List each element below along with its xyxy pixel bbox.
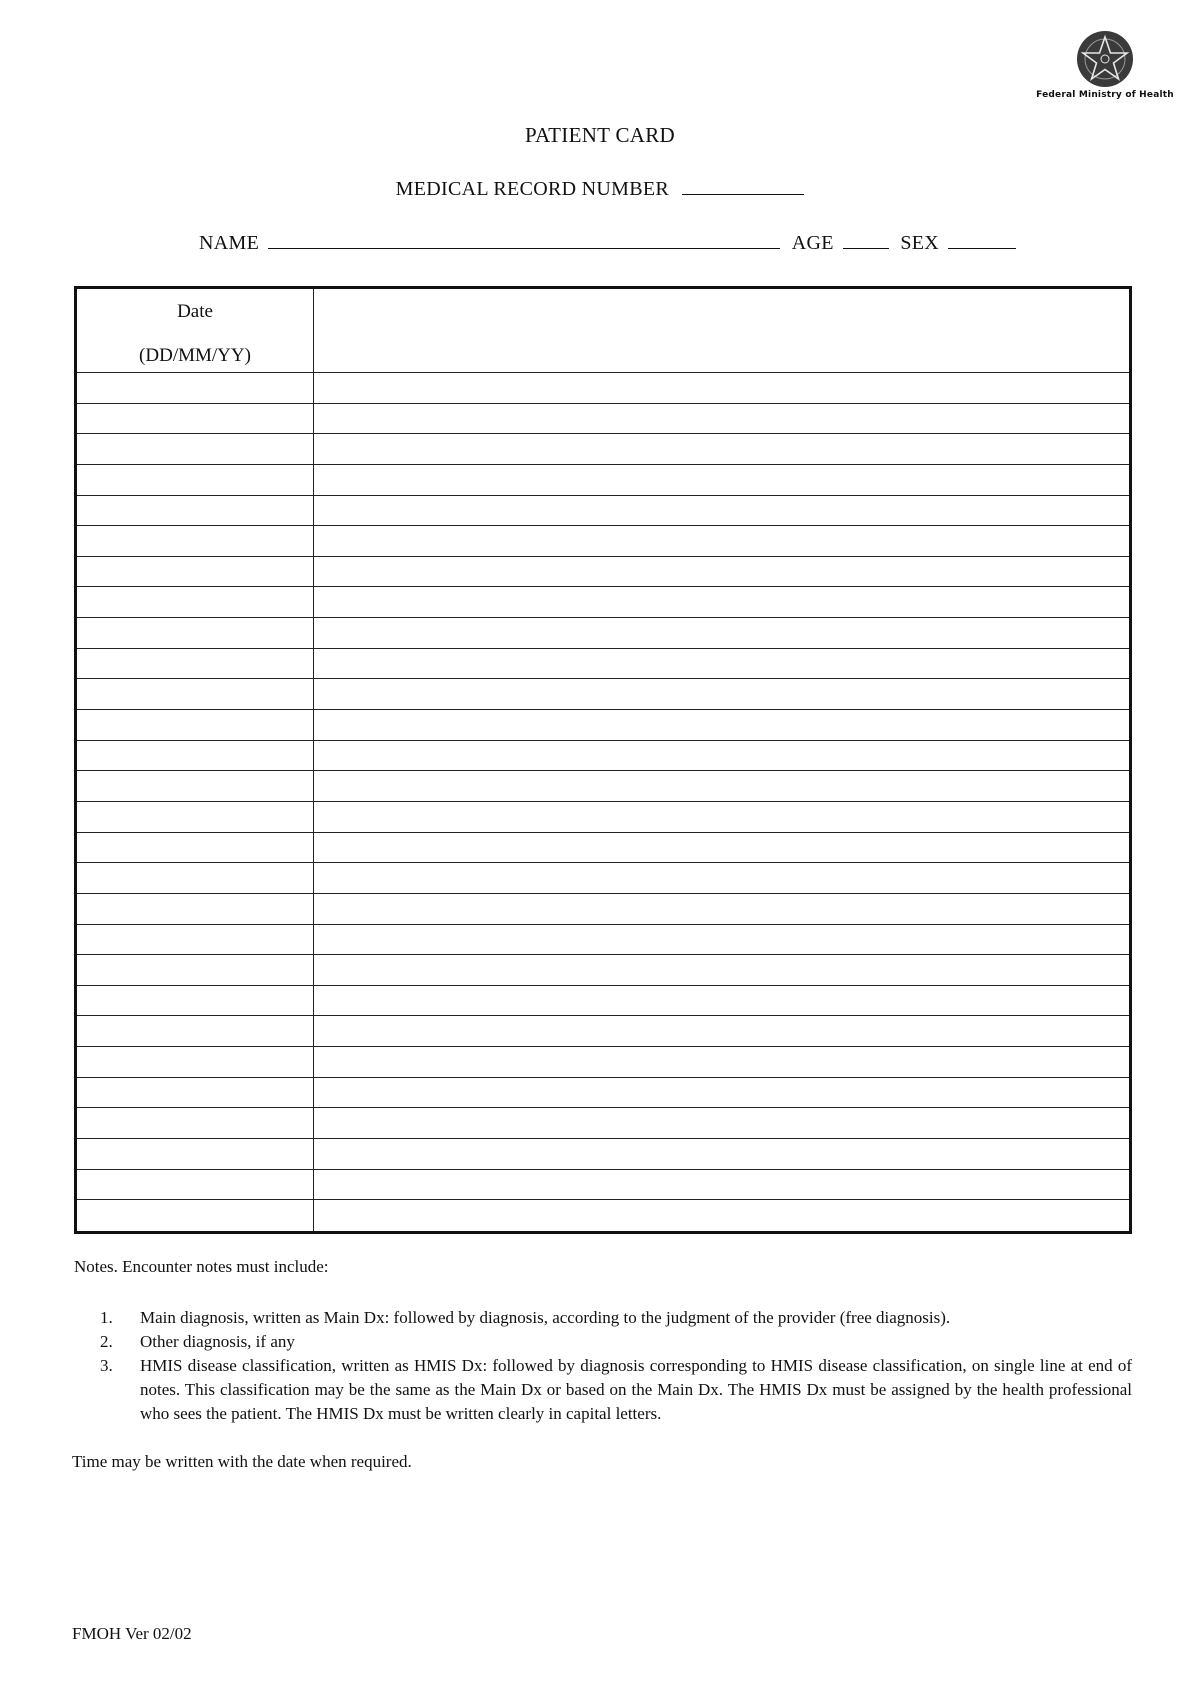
date-entry-cell[interactable]: [77, 496, 314, 527]
encounter-note-cell[interactable]: [314, 986, 1129, 1017]
date-entry-cell[interactable]: [77, 1108, 314, 1139]
encounter-note-cell[interactable]: [314, 526, 1129, 557]
note-text: Main diagnosis, written as Main Dx: followed by diagnosis, according to the judgment of the provider (free diagnosis).: [140, 1308, 951, 1327]
logo-caption: Federal Ministry of Health: [1036, 90, 1174, 100]
sex-field[interactable]: [948, 230, 1016, 249]
encounter-note-cell[interactable]: [314, 1047, 1129, 1078]
note-text: HMIS disease classification, written as HMIS Dx: followed by diagnosis corresponding to HMIS disease classification, on single line at end of notes. This classification may be the same as the Main Dx or based on the Main Dx. The HMIS Dx must be assigned by the health professional who sees the patient. The HMIS Dx must be written clearly in capital letters.: [140, 1356, 1132, 1423]
date-entry-cell[interactable]: [77, 741, 314, 772]
date-entry-cell[interactable]: [77, 894, 314, 925]
star-emblem-icon: [1076, 30, 1134, 88]
form-version: FMOH Ver 02/02: [72, 1624, 192, 1643]
note-item: [100, 1354, 1132, 1426]
mrn-field[interactable]: [682, 176, 804, 195]
date-entry-cell[interactable]: [77, 771, 314, 802]
date-entry-cell[interactable]: [77, 802, 314, 833]
date-header-line2: (DD/MM/YY): [139, 345, 251, 366]
note-text: Other diagnosis, if any: [140, 1332, 295, 1351]
encounter-note-cell[interactable]: [314, 404, 1129, 435]
date-header-line1: Date: [177, 301, 213, 322]
notes-list: [100, 1306, 1132, 1426]
date-entry-cell[interactable]: [77, 1170, 314, 1201]
date-entry-cell[interactable]: [77, 465, 314, 496]
date-entry-cell[interactable]: [77, 1200, 314, 1231]
date-entry-cell[interactable]: [77, 587, 314, 618]
encounter-note-cell[interactable]: [314, 649, 1129, 680]
encounter-note-cell[interactable]: [314, 741, 1129, 772]
date-entry-cell[interactable]: [77, 526, 314, 557]
encounter-note-cell[interactable]: [314, 434, 1129, 465]
encounter-note-cell[interactable]: [314, 1139, 1129, 1170]
date-entry-cell[interactable]: [77, 955, 314, 986]
encounter-note-cell[interactable]: [314, 833, 1129, 864]
date-entry-cell[interactable]: [77, 833, 314, 864]
encounter-note-cell[interactable]: [314, 465, 1129, 496]
date-entry-cell[interactable]: [77, 649, 314, 680]
date-entry-cell[interactable]: [77, 986, 314, 1017]
encounter-note-cell[interactable]: [314, 863, 1129, 894]
date-entry-cell[interactable]: [77, 863, 314, 894]
age-label: AGE: [791, 232, 834, 254]
name-field[interactable]: [268, 230, 780, 249]
encounter-note-cell[interactable]: [314, 1108, 1129, 1139]
encounter-note-cell[interactable]: [314, 1200, 1129, 1231]
page-title: PATIENT CARD: [524, 123, 676, 147]
date-entry-cell[interactable]: [77, 1078, 314, 1109]
medical-record-number-row: [0, 176, 1200, 201]
date-entry-cell[interactable]: [77, 679, 314, 710]
patient-info-row: [199, 230, 1016, 255]
encounter-note-cell[interactable]: [314, 1170, 1129, 1201]
note-item: [100, 1330, 1132, 1354]
encounter-note-cell[interactable]: [314, 1016, 1129, 1047]
encounter-note-cell[interactable]: [314, 496, 1129, 527]
date-entry-cell[interactable]: [77, 373, 314, 404]
note-number: 2.: [100, 1332, 113, 1351]
encounter-note-cell[interactable]: [314, 557, 1129, 588]
encounter-note-cell[interactable]: [314, 771, 1129, 802]
date-entry-cell[interactable]: [77, 557, 314, 588]
sex-label: SEX: [900, 232, 940, 254]
encounter-note-cell[interactable]: [314, 373, 1129, 404]
mrn-label: MEDICAL RECORD NUMBER: [395, 178, 670, 200]
encounter-table: [74, 286, 1132, 1234]
date-entry-cell[interactable]: [77, 1016, 314, 1047]
date-entry-cell[interactable]: [77, 925, 314, 956]
encounter-note-cell[interactable]: [314, 1078, 1129, 1109]
note-number: 1.: [100, 1308, 113, 1327]
name-label: NAME: [199, 232, 260, 254]
date-column-header: [77, 289, 314, 373]
note-number: 3.: [100, 1356, 113, 1375]
notes-intro: Notes. Encounter notes must include:: [74, 1257, 329, 1276]
encounter-note-cell[interactable]: [314, 710, 1129, 741]
encounter-note-cell[interactable]: [314, 679, 1129, 710]
age-field[interactable]: [843, 230, 889, 249]
date-entry-cell[interactable]: [77, 710, 314, 741]
encounter-note-cell[interactable]: [314, 802, 1129, 833]
ministry-logo: [1020, 30, 1190, 100]
encounter-note-cell[interactable]: [314, 894, 1129, 925]
date-entry-cell[interactable]: [77, 434, 314, 465]
encounter-note-cell[interactable]: [314, 955, 1129, 986]
note-item: [100, 1306, 1132, 1330]
date-entry-cell[interactable]: [77, 1047, 314, 1078]
notes-column-header: [314, 289, 1129, 373]
date-entry-cell[interactable]: [77, 618, 314, 649]
date-entry-cell[interactable]: [77, 1139, 314, 1170]
encounter-note-cell[interactable]: [314, 618, 1129, 649]
encounter-note-cell[interactable]: [314, 925, 1129, 956]
time-note: Time may be written with the date when required.: [72, 1452, 412, 1471]
date-entry-cell[interactable]: [77, 404, 314, 435]
encounter-note-cell[interactable]: [314, 587, 1129, 618]
